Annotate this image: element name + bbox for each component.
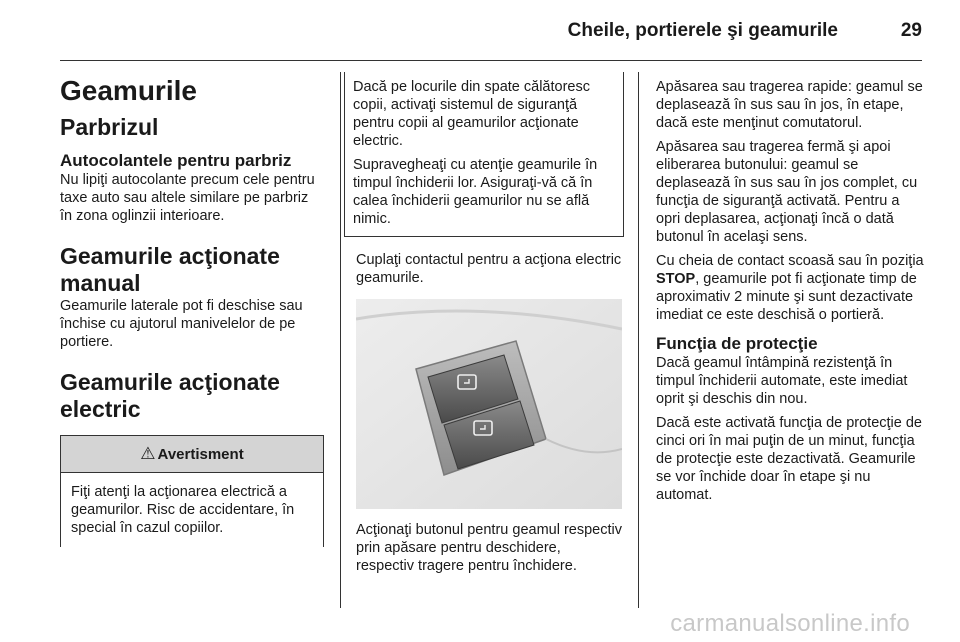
operate-switch-text: Acţionaţi butonul pentru geamul respectiv prin apăsare pentru deschidere, respectiv tragere pentru închidere.	[356, 522, 622, 574]
supervise-text: Supravegheaţi cu atenţie geamurile în timpul închiderii lor. Asiguraţi-vă că în calea închiderii geamurilor nu se află nimic.	[353, 157, 598, 227]
protection-disabled-text: Dacă este activată funcţia de protecţie de cinci ori în mai puţin de un minut, funcţia de protecţie este dezactivată. Geamurile se vor închide doar în etape şi nu automat.	[656, 415, 922, 503]
protection-heading: Funcţia de protecţie	[656, 334, 818, 353]
column-divider-left	[340, 72, 341, 608]
electric-windows-heading: Geamurile acţionate electric	[60, 369, 280, 422]
warning-text: Fiţi atenţi la acţionarea electrică a geamurilor. Risc de accidentare, în special în cazul copiilor.	[71, 484, 295, 536]
firm-operation-text: Apăsarea sau tragerea fermă şi apoi eliberarea butonului: geamul se deplasează în sus sau în jos complet, cu funcţia de siguranţă activată. Pentru a opri deplasarea, acţionaţi încă o dată butonul în acelaşi sens.	[656, 139, 918, 245]
warning-triangle-icon: ⚠	[140, 444, 156, 463]
watermark: carmanualsonline.info	[670, 610, 910, 637]
column-3	[656, 78, 924, 504]
stickers-heading: Autocolantele pentru parbriz	[60, 151, 292, 170]
ignition-off-text: Cu cheia de contact scoasă sau în poziţia STOP, geamurile pot fi acţionate timp de aproximativ 2 minute şi sunt dezactivate imediat ce este deschisă o portieră.	[656, 253, 924, 323]
column-divider-right	[638, 72, 639, 608]
column-1	[60, 72, 324, 547]
manual-windows-text: Geamurile laterale pot fi deschise sau închise cu ajutorul manivelelor de pe portiere.	[60, 298, 303, 350]
window-switch-photo	[356, 299, 622, 509]
manual-windows-heading: Geamurile acţionate manual	[60, 243, 280, 296]
warning-continuation-box	[344, 72, 624, 237]
child-safety-text: Dacă pe locurile din spate călătoresc copii, activaţi sistemul de siguranţă pentru copii al geamurilor acţionate electric.	[353, 79, 590, 149]
warning-title: Avertisment	[157, 445, 244, 463]
protection-text: Dacă geamul întâmpină rezistenţă în timpul închiderii automate, este imediat oprit şi deschis din nou.	[656, 355, 908, 407]
stop-label: STOP	[656, 271, 696, 287]
header-rule	[60, 60, 922, 61]
stickers-text: Nu lipiţi autocolante precum cele pentru taxe auto sau altele similare pe parbriz în zona oglinzii interioare.	[60, 172, 315, 224]
windscreen-heading: Parbrizul	[60, 114, 159, 140]
ignition-text: Cuplaţi contactul pentru a acţiona electric geamurile.	[356, 252, 622, 286]
running-header-title: Cheile, portierele şi geamurile	[567, 20, 838, 41]
section-title: Geamurile	[60, 75, 197, 106]
page-number: 29	[900, 20, 922, 41]
warning-header	[61, 435, 323, 473]
warning-box	[60, 435, 324, 547]
quick-operation-text: Apăsarea sau tragerea rapide: geamul se deplasează în sus sau în jos, în etape, dacă este menţinut comutatorul.	[656, 79, 923, 131]
column-2	[353, 72, 622, 575]
